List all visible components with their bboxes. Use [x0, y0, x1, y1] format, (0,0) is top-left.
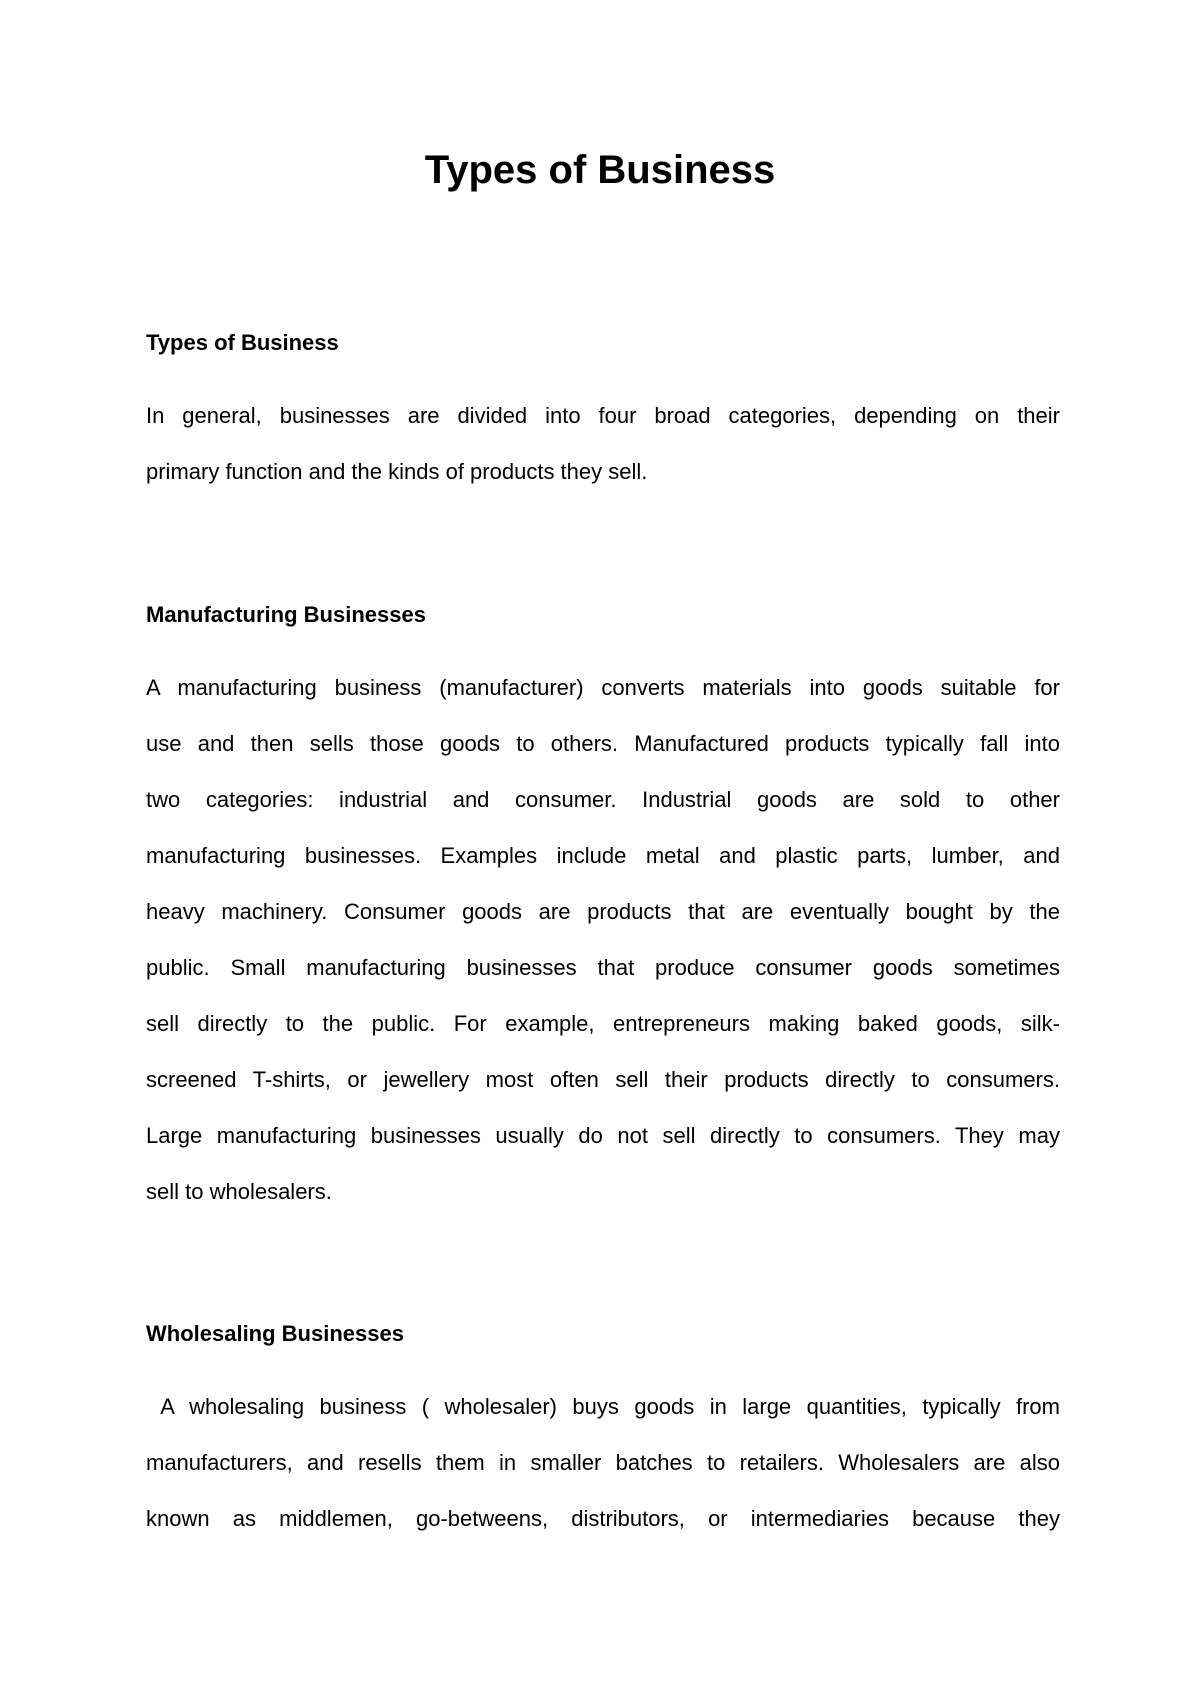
paragraph-line: manufacturers, and resells them in smaller batches to retailers. Wholesalers are also — [146, 1450, 1060, 1475]
section-heading-manufacturing: Manufacturing Businesses — [146, 602, 426, 627]
section-heading-wholesaling: Wholesaling Businesses — [146, 1321, 404, 1346]
section-paragraph-wholesaling — [146, 1379, 1060, 1547]
paragraph-line: sell to wholesalers. — [146, 1179, 332, 1204]
section-paragraph-types-of-business — [146, 388, 1060, 500]
paragraph-line: known as middlemen, go-betweens, distributors, or intermediaries because they — [146, 1506, 1060, 1531]
paragraph-line: screened T-shirts, or jewellery most often sell their products directly to consumers. — [146, 1067, 1060, 1092]
paragraph-line: manufacturing businesses. Examples include metal and plastic parts, lumber, and — [146, 843, 1060, 868]
document-title: Types of Business — [424, 148, 776, 192]
paragraph-line: heavy machinery. Consumer goods are products that are eventually bought by the — [146, 899, 1060, 924]
paragraph-line: sell directly to the public. For example, entrepreneurs making baked goods, silk- — [146, 1011, 1060, 1036]
paragraph-line: use and then sells those goods to others. Manufactured products typically fall into — [146, 731, 1060, 756]
paragraph-line: In general, businesses are divided into four broad categories, depending on their — [146, 403, 1060, 428]
paragraph-line: two categories: industrial and consumer. Industrial goods are sold to other — [146, 787, 1060, 812]
section-paragraph-manufacturing — [146, 660, 1060, 1220]
paragraph-line: A manufacturing business (manufacturer) converts materials into goods suitable for — [146, 675, 1060, 700]
paragraph-line: public. Small manufacturing businesses that produce consumer goods sometimes — [146, 955, 1060, 980]
paragraph-line: A wholesaling business ( wholesaler) buys goods in large quantities, typically from — [146, 1394, 1060, 1419]
section-heading-types-of-business: Types of Business — [146, 330, 339, 355]
paragraph-line: primary function and the kinds of products they sell. — [146, 459, 648, 484]
paragraph-line: Large manufacturing businesses usually do not sell directly to consumers. They may — [146, 1123, 1060, 1148]
